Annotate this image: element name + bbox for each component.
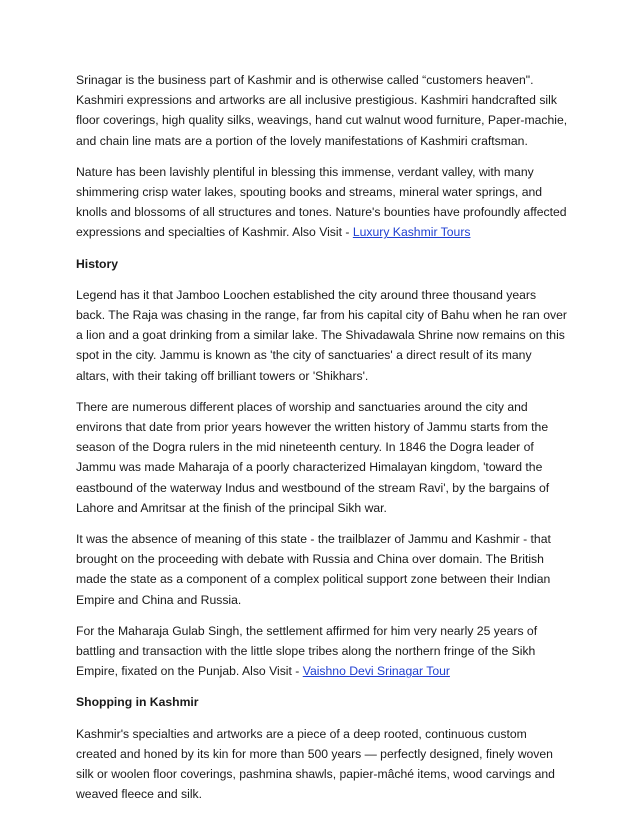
paragraph-absence-of-meaning: It was the absence of meaning of this state - the trailblazer of Jammu and Kashmir - that brought on the proceeding with debate with Russia and China over domain. The British made the state as a component of a complex political support zone between their Indian Empire and China and Russia. [76, 532, 551, 607]
heading-shopping-in-kashmir: Shopping in Kashmir [76, 695, 199, 710]
paragraph-srinagar-business: Srinagar is the business part of Kashmir and is otherwise called “customers heaven". Kashmiri expressions and artworks are all inclusive prestigious. Kashmiri handcrafted silk floor coverings, high quality silks, weavings, hand cut walnut wood furniture, Paper-machie, and chain line mats are a portion of the lovely manifestations of Kashmiri craftsman. [76, 73, 568, 148]
paragraph-places-of-worship: There are numerous different places of worship and sanctuaries around the city and environs that date from prior years however the written history of Jammu starts from the season of the Dogra rulers in the mid nineteenth century. In 1846 the Dogra leader of Jammu was made Maharaja of a poorly characterized Himalayan kingdom, 'toward the eastbound of the waterway Indus and westbound of the stream Ravi', by the bargains of Lahore and Amritsar at the finish of the principal Sikh war. [76, 399, 550, 515]
paragraph-gulab-singh-text: For the Maharaja Gulab Singh, the settlement affirmed for him very nearly 25 years of battling and transaction with the little slope tribes along the northern fringe of the Sikh Empire, fixated on the Punjab. Also Visit - [76, 623, 538, 679]
paragraph-nature-text: Nature has been lavishly plentiful in blessing this immense, verdant valley, with many shimmering crisp water lakes, spouting books and streams, mineral water springs, and knolls and blossoms of all structures and tones. Nature's bounties have profoundly affected expressions and specialties of Kashmir. Also Visit - [76, 164, 567, 240]
paragraph-specialties: Kashmir's specialties and artworks are a piece of a deep rooted, continuous custom created and honed by its kin for more than 500 years — perfectly designed, finely woven silk or woolen floor coverings, pashmina shawls, papier-mâché items, wood carvings and weaved fleece and silk. [76, 726, 555, 802]
paragraph-gulab-singh [76, 621, 568, 682]
paragraph-legend: Legend has it that Jamboo Loochen established the city around three thousand years back. The Raja was chasing in the range, far from his capital city of Bahu when he ran over a lion and a goat drinking from a similar lake. The Shivadawala Shrine now remains on this spot in the city. Jammu is known as 'the city of sanctuaries' a direct result of its many altars, with their taking off brilliant towers or 'Shikhars'. [76, 287, 567, 383]
link-vaishno-devi-srinagar-tour[interactable]: Vaishno Devi Srinagar Tour [302, 664, 450, 679]
link-luxury-kashmir-tours[interactable]: Luxury Kashmir Tours [352, 225, 471, 240]
document-page [76, 70, 568, 816]
paragraph-nature [76, 162, 568, 243]
heading-history: History [76, 256, 118, 271]
